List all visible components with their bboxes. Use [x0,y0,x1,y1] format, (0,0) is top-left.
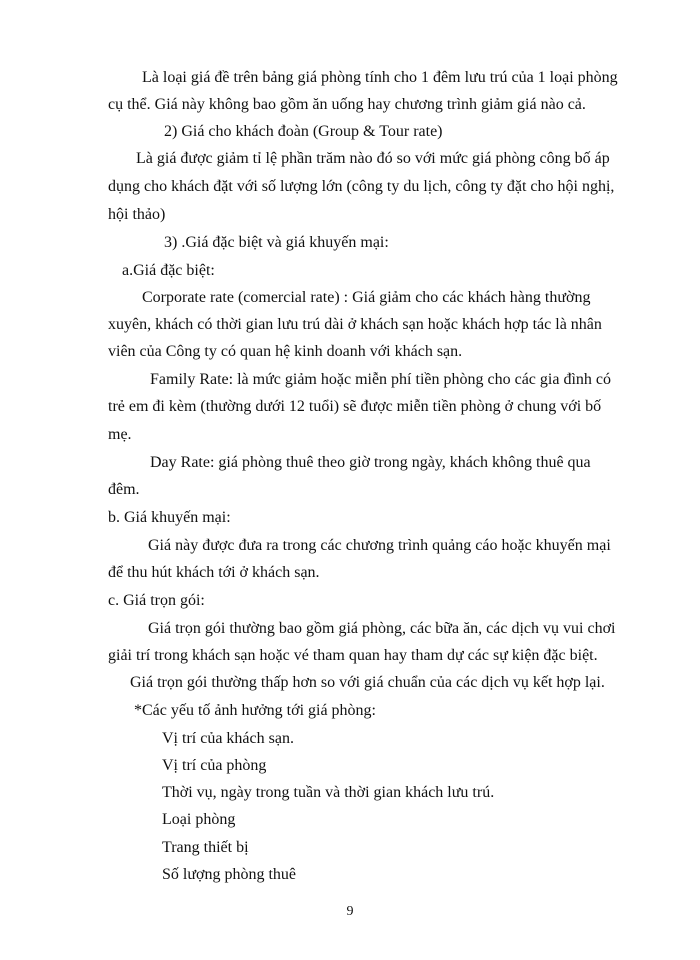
paragraph-line: hội thảo) [108,206,166,223]
subsection-heading: a.Giá đặc biệt: [122,262,215,279]
paragraph-line: dụng cho khách đặt với số lượng lớn (công ty du lịch, công ty đặt cho hội nghị, [108,178,615,195]
factor-item: Số lượng phòng thuê [162,866,297,883]
paragraph-line: mẹ. [108,426,132,443]
subsection-heading: b. Giá khuyến mại: [108,509,231,526]
paragraph-line: trẻ em đi kèm (thường dưới 12 tuổi) sẽ được miễn tiền phòng ở chung với bố [108,398,602,415]
paragraph-line: Là loại giá đề trên bảng giá phòng tính cho 1 đêm lưu trú của 1 loại phòng [142,69,618,86]
paragraph-line: đêm. [108,481,140,498]
section-heading: 3) .Giá đặc biệt và giá khuyến mại: [164,234,389,251]
paragraph-line: để thu hút khách tới ở khách sạn. [108,564,320,581]
factor-item: Thời vụ, ngày trong tuần và thời gian khách lưu trú. [162,784,495,801]
section-heading: 2) Giá cho khách đoàn (Group & Tour rate) [164,123,443,140]
paragraph-line: Giá trọn gói thường bao gồm giá phòng, các bữa ăn, các dịch vụ vui chơi [148,620,616,637]
paragraph-line: giải trí trong khách sạn hoặc vé tham quan hay tham dự các sự kiện đặc biệt. [108,647,598,664]
paragraph-line: Family Rate: là mức giảm hoặc miễn phí tiền phòng cho các gia đình có [150,371,611,388]
factor-item: Trang thiết bị [162,839,249,856]
page-number: 9 [346,904,354,919]
subsection-heading: c. Giá trọn gói: [108,592,205,609]
factors-heading: *Các yếu tố ảnh hưởng tới giá phòng: [134,702,376,719]
factor-item: Vị trí của khách sạn. [162,730,294,747]
factor-item: Vị trí của phòng [162,757,267,774]
paragraph-line: viên của Công ty có quan hệ kinh doanh với khách sạn. [108,343,463,360]
paragraph-line: Corporate rate (comercial rate) : Giá giảm cho các khách hàng thường [142,289,591,306]
paragraph-line: Giá trọn gói thường thấp hơn so với giá chuẩn của các dịch vụ kết hợp lại. [130,674,605,691]
factor-item: Loại phòng [162,811,236,828]
paragraph-line: cụ thể. Giá này không bao gồm ăn uống hay chương trình giảm giá nào cả. [108,96,586,113]
paragraph-line: Day Rate: giá phòng thuê theo giờ trong ngày, khách không thuê qua [150,454,591,471]
paragraph-line: Giá này được đưa ra trong các chương trình quảng cáo hoặc khuyến mại [148,537,611,554]
paragraph-line: Là giá được giảm tỉ lệ phần trăm nào đó so với mức giá phòng công bố áp [136,150,610,167]
paragraph-line: xuyên, khách có thời gian lưu trú dài ở khách sạn hoặc khách hợp tác là nhân [108,316,602,333]
